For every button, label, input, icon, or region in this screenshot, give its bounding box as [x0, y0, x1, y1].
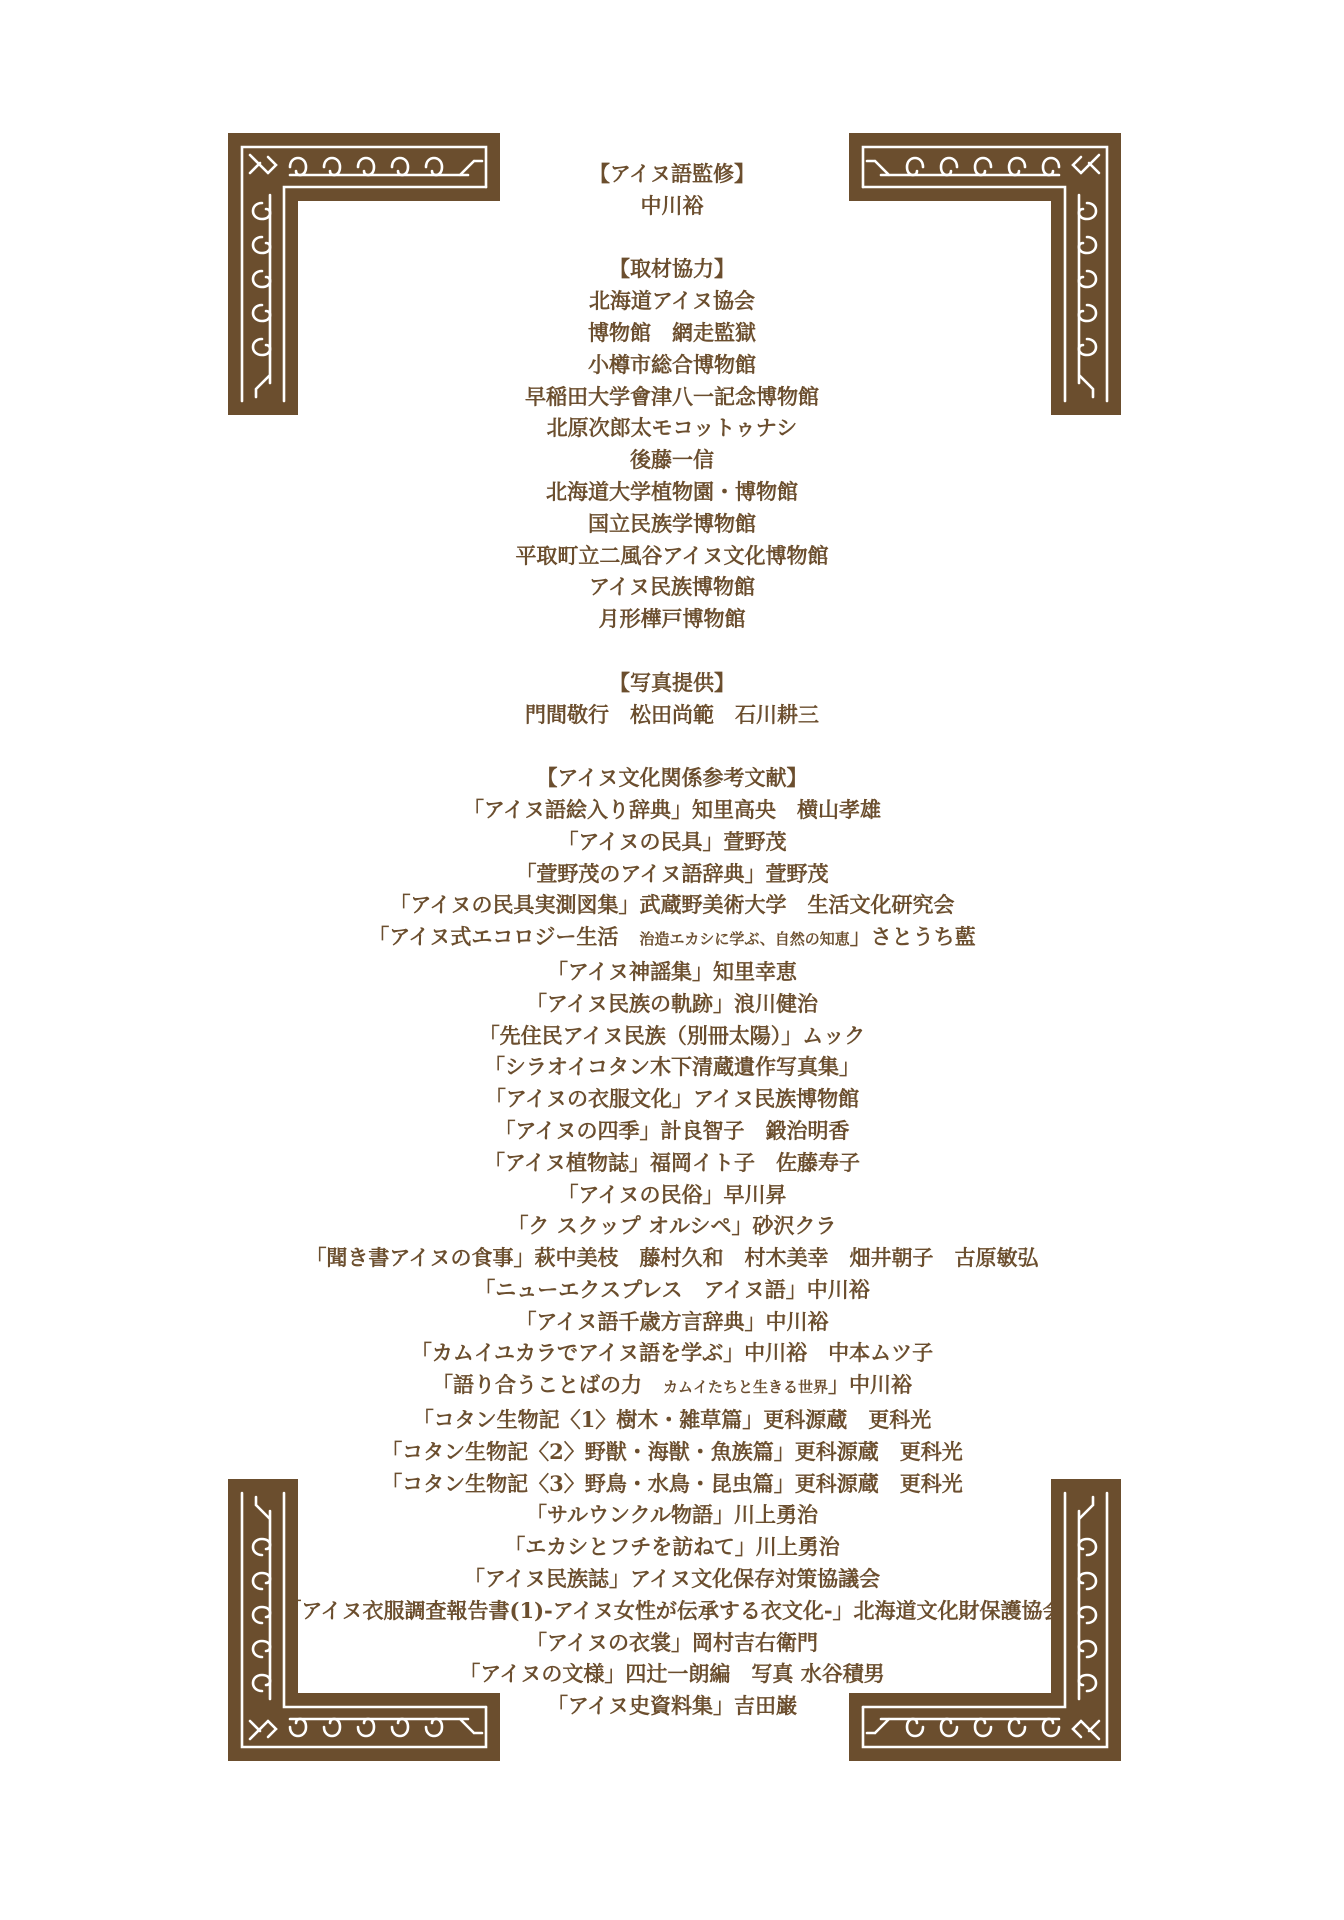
credit-line: 国立民族学博物館 [588, 510, 756, 536]
reference-subtitle: 治造エカシに学ぶ、自然の知恵 [639, 930, 850, 949]
reference-line: 「コタン生物記〈2〉野獣・海獣・魚族篇」更科源蔵 更科光 [381, 1438, 963, 1464]
reference-title: 「アイヌ式エコロジー生活 [368, 924, 619, 950]
section-heading: 【写真提供】 [609, 669, 735, 695]
credit-line: 北海道アイヌ協会 [588, 288, 756, 314]
reference-line: 「アイヌ語絵入り辞典」知里高央 横山孝雄 [462, 796, 882, 822]
reference-line: 「シラオイコタン木下清蔵遺作写真集」 [483, 1054, 861, 1080]
reference-line: 「アイヌの衣裳」岡村吉右衛門 [525, 1629, 819, 1655]
section-heading: 【アイヌ文化関係参考文献】 [536, 765, 808, 791]
reference-line: 「アイヌ神謡集」知里幸恵 [546, 958, 798, 984]
reference-line: 「アイヌの衣服文化」アイヌ民族博物館 [484, 1086, 860, 1112]
reference-line: 「アイヌの民俗」早川昇 [557, 1181, 787, 1207]
reference-line: 「コタン生物記〈1〉樹木・雑草篇」更科源蔵 更科光 [412, 1407, 932, 1433]
reference-line: 「コタン生物記〈3〉野鳥・水鳥・昆虫篇」更科源蔵 更科光 [381, 1470, 963, 1496]
reference-line: 「萱野茂のアイヌ語辞典」萱野茂 [515, 860, 829, 886]
reference-line: 「カムイユカラでアイヌ語を学ぶ」中川裕 中本ムツ子 [410, 1340, 934, 1366]
credit-line: 北海道大学植物園・博物館 [546, 478, 798, 504]
credit-line: 月形樺戸博物館 [598, 606, 746, 632]
reference-line: 「アイヌ衣服調査報告書(1)‐アイヌ女性が伝承する衣文化‐」北海道文化財保護協会 [280, 1597, 1064, 1623]
reference-line: 「先住民アイヌ民族（別冊太陽）」ムック [478, 1022, 866, 1048]
reference-line: 「ク スクップ オルシペ」砂沢クラ [507, 1213, 837, 1239]
reference-line: 「聞き書アイヌの食事」萩中美枝 藤村久和 村木美幸 畑井朝子 古原敏弘 [305, 1245, 1039, 1271]
credit-line: 小樽市総合博物館 [588, 351, 756, 377]
reference-line: 「アイヌの民具」萱野茂 [557, 828, 787, 854]
credit-line: 門間敬行 松田尚範 石川耕三 [525, 701, 819, 727]
reference-line: 「サルウンクル物語」川上勇治 [526, 1502, 818, 1528]
reference-line: 「アイヌ民族誌」アイヌ文化保存対策協議会 [463, 1566, 881, 1592]
reference-author: 」さとうち藍 [849, 924, 976, 950]
reference-subtitle: カムイたちと生きる世界 [662, 1378, 828, 1397]
reference-line: 「アイヌ語千歳方言辞典」中川裕 [515, 1308, 829, 1334]
credit-line: 北原次郎太モコットゥナシ [546, 415, 798, 441]
credit-line: 博物館 網走監獄 [588, 319, 756, 345]
reference-line: 「アイヌの民具実測図集」武蔵野美術大学 生活文化研究会 [389, 892, 955, 918]
section-heading: 【取材協力】 [609, 256, 735, 282]
reference-line: 「アイヌの四季」計良智子 鍛治明香 [494, 1117, 850, 1143]
reference-line: 「アイヌ史資料集」吉田巌 [546, 1693, 798, 1719]
reference-line: 「エカシとフチを訪ねて」川上勇治 [504, 1534, 840, 1560]
reference-author: 」中川裕 [828, 1372, 912, 1398]
credits-block [0, 158, 1344, 1722]
reference-title: 「語り合うことばの力 [431, 1372, 642, 1398]
credit-line: 中川裕 [640, 192, 704, 218]
reference-line-kotoba [0, 1369, 1344, 1404]
reference-line: 「アイヌ民族の軌跡」浪川健治 [525, 990, 819, 1016]
reference-line: 「アイヌ植物誌」福岡イト子 佐藤寿子 [483, 1149, 861, 1175]
credit-line: 平取町立二風谷アイヌ文化博物館 [515, 542, 829, 568]
section-heading: 【アイヌ語監修】 [588, 161, 756, 186]
reference-line-ecology [0, 921, 1344, 956]
credit-line: アイヌ民族博物館 [588, 574, 756, 600]
reference-line: 「ニューエクスプレス アイヌ語」中川裕 [474, 1276, 870, 1302]
credit-line: 後藤一信 [630, 447, 714, 473]
credit-line: 早稲田大学會津八一記念博物館 [525, 383, 819, 409]
reference-line: 「アイヌの文様」四辻一朗編 写真 水谷積男 [459, 1661, 885, 1687]
